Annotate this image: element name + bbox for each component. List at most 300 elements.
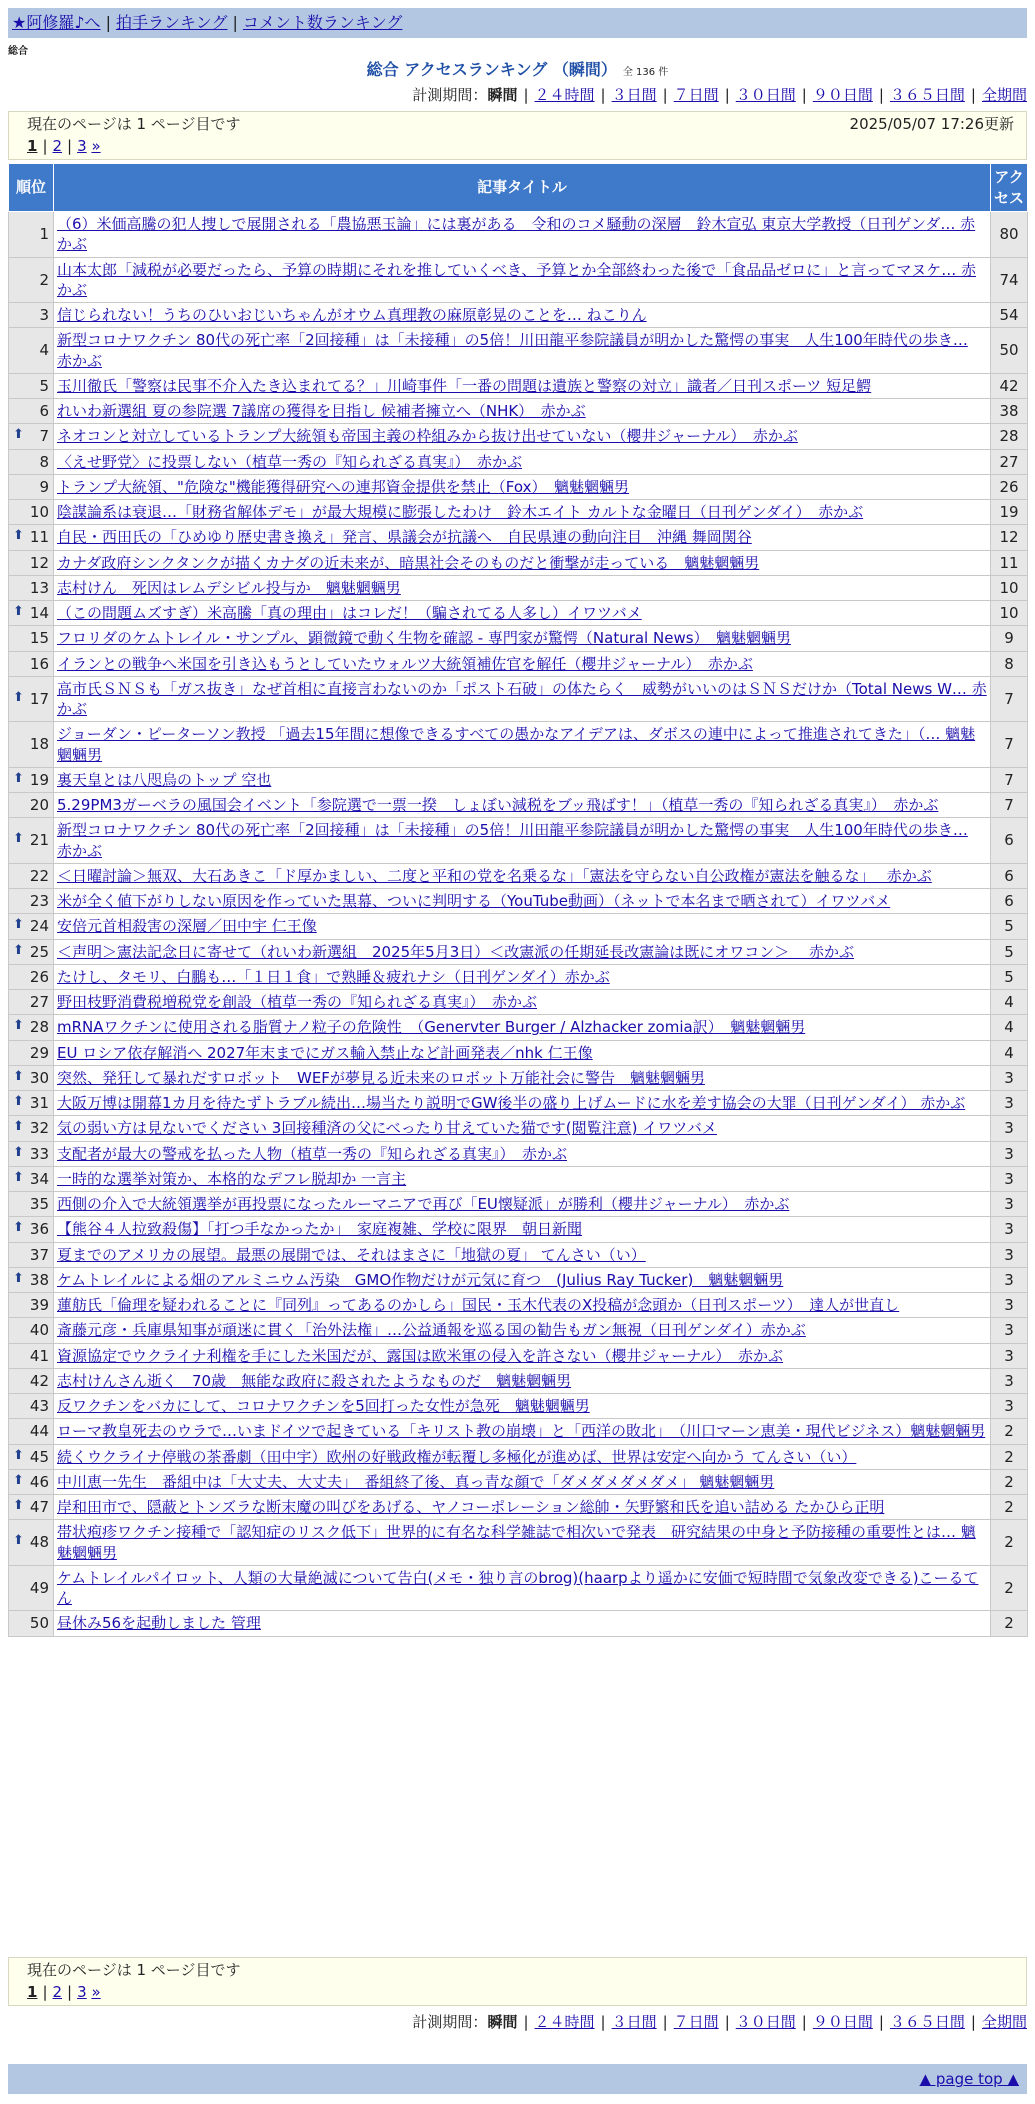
table-row [9,1293,1028,1318]
rank-number: 6 [39,402,49,420]
rank-number: 5 [39,376,49,395]
access-count: 42 [991,373,1028,398]
table-row [9,424,1028,449]
title-cell [54,1469,991,1494]
rank-cell [9,212,54,258]
rank-number: 3 [39,306,49,324]
title-cell [54,676,991,722]
access-count: 28 [991,424,1028,449]
table-row [9,1242,1028,1267]
title-cell [54,1166,991,1191]
rank-number: 13 [29,578,49,597]
table-row [9,328,1028,374]
article-link[interactable]: 新型コロナワクチン 80代の死亡率「2回接種」は「未接種」の5倍！川田龍平参院議員が明かした驚愕の事実 人生100年時代の歩き… 赤かぶ [57,331,968,370]
title-cell [54,601,991,626]
title-cell [54,575,991,600]
table-row [9,1444,1028,1469]
access-count: 2 [991,1611,1028,1636]
access-count: 3 [991,1166,1028,1191]
title-cell [54,1444,991,1469]
rank-cell [9,257,54,303]
article-link[interactable]: ケムトレイルパイロット、人類の大量絶滅について告白(メモ・独り言のbrog)(haarpより遥かに安価で短時間で気象改変できる)こーるてん [57,1568,979,1607]
access-count: 3 [991,1091,1028,1116]
rank-number: 49 [29,1578,49,1597]
up-arrow-icon: ⬆ [13,1270,24,1286]
up-arrow-icon: ⬆ [13,1533,24,1549]
rank-number: 4 [39,341,49,360]
period-link-5[interactable]: ３６５日間 [889,2013,965,2031]
table-row [9,1040,1028,1065]
article-link[interactable]: 岸和田市で、隠蔽とトンズラな断末魔の叫びをあげる、ヤノコーポレーション総帥・矢野繁和氏を追い詰める たかひら正明 [57,1498,885,1516]
article-link[interactable]: 自民・西田氏の「ひめゆり歴史書き換え」発言、県議会が抗議へ 自民県連の動向注目 沖縄 舞岡関谷 [57,528,752,547]
title-cell [54,500,991,525]
title-cell [54,373,991,398]
article-link[interactable]: 信じられない！うちのひいおじいちゃんがオウム真理教の麻原彰晃のことを… ねこりん [57,306,647,324]
table-row [9,474,1028,499]
up-arrow-icon: ⬆ [13,831,24,847]
access-count: 2 [991,1495,1028,1520]
rank-cell [9,1242,54,1267]
rank-number: 40 [29,1321,49,1340]
rank-cell [9,863,54,888]
period-link-4[interactable]: ９０日間 [812,86,873,104]
article-link[interactable]: 資源協定でウクライナ利権を手にした米国だが、露国は欧米軍の侵入を許さない（櫻井ジャーナル） 赤かぶ [57,1346,784,1365]
rank-number: 10 [29,503,49,521]
title-cell [54,303,991,328]
rank-cell [9,1368,54,1393]
access-count: 3 [991,1141,1028,1166]
access-count: 2 [991,1520,1028,1566]
table-row [9,767,1028,792]
access-count: 2 [991,1469,1028,1494]
rank-number: 26 [29,967,49,986]
rank-cell [9,1565,54,1611]
rank-number: 12 [29,553,49,572]
title-cell [54,424,991,449]
rank-number: 36 [29,1220,49,1239]
rank-cell [9,1293,54,1318]
access-count: 3 [991,1394,1028,1419]
access-count: 54 [991,303,1028,328]
access-count: 6 [991,863,1028,888]
rank-cell [9,525,54,550]
access-count: 4 [991,1015,1028,1040]
up-arrow-icon: ⬆ [13,689,24,705]
article-link[interactable]: 一時的な選挙対策か、本格的なデフレ脱却か 一言主 [57,1169,407,1188]
title-cell [54,1318,991,1343]
rank-cell [9,793,54,818]
rank-cell [9,722,54,768]
rank-cell [9,1520,54,1566]
period-link-1[interactable]: ３日間 [611,86,657,104]
table-row [9,1565,1028,1611]
table-row [9,889,1028,914]
article-link[interactable]: 中川恵一先生 番組中は「大丈夫、大丈夫」 番組終了後、真っ青な顔で「ダメダメダメダメ」 魑魅魍魎男 [57,1472,775,1491]
rank-number: 30 [29,1068,49,1087]
title-cell [54,474,991,499]
title-cell [54,1267,991,1292]
article-link[interactable]: 志村けん 死因はレムデシビル投与か 魑魅魍魎男 [57,578,401,597]
access-count: 11 [991,550,1028,575]
article-link[interactable]: （この問題ムズすぎ）米高騰「真の理由」はコレだ！（騙されてる人多し）イワツバメ [57,604,642,622]
rank-cell [9,1469,54,1494]
table-row [9,525,1028,550]
access-count: 10 [991,575,1028,600]
rank-number: 46 [29,1472,49,1491]
up-arrow-icon: ⬆ [13,1447,24,1463]
article-link[interactable]: 野田枝野消費税増税党を創設（植草一秀の『知られざる真実』） 赤かぶ [57,993,538,1011]
ranking-rows [9,212,1028,1637]
rank-cell [9,1267,54,1292]
up-arrow-icon: ⬆ [13,1144,24,1160]
article-link[interactable]: 続くウクライナ停戦の茶番劇（田中宇）欧州の好戦政権が転覆し多極化が進めば、世界は安定へ向かう てんさい（い） [57,1447,857,1466]
rank-number: 15 [29,629,49,648]
title-cell [54,818,991,864]
access-count: 3 [991,1343,1028,1368]
rank-cell [9,651,54,676]
access-count: 9 [991,626,1028,651]
rank-cell [9,1318,54,1343]
rank-number: 34 [29,1169,49,1188]
access-count: 3 [991,1368,1028,1393]
article-link[interactable]: れいわ新選組 夏の参院選 7議席の獲得を目指し 候補者擁立へ（NHK） 赤かぶ [57,402,586,420]
title-cell [54,964,991,989]
up-arrow-icon: ⬆ [13,1018,24,1034]
page-link-3[interactable]: 3 [77,1983,87,2002]
access-count: 4 [991,1040,1028,1065]
table-row [9,1192,1028,1217]
separator: | [232,13,238,32]
rank-number: 27 [29,993,49,1011]
up-arrow-icon: ⬆ [13,770,24,786]
rank-cell [9,767,54,792]
next-page-link[interactable]: » [91,1983,101,2002]
table-row [9,449,1028,474]
table-row [9,793,1028,818]
up-arrow-icon: ⬆ [13,604,24,619]
separator: | [801,86,807,104]
rank-number: 43 [29,1397,49,1415]
article-link[interactable]: 志村けんさん逝く 70歳 無能な政府に殺されたようなものだ 魑魅魍魎男 [57,1371,572,1390]
rank-number: 1 [39,225,49,244]
article-link[interactable]: 新型コロナワクチン 80代の死亡率「2回接種」は「未接種」の5倍！川田龍平参院議員が明かした驚愕の事実 人生100年時代の歩き… 赤かぶ [57,821,968,860]
title-cell [54,1141,991,1166]
rank-number: 22 [29,866,49,885]
period-link-6[interactable]: 全期間 [981,86,1027,104]
access-count: 3 [991,1293,1028,1318]
ranking-title: 総合 アクセスランキング （瞬間） [366,60,617,79]
access-count: 3 [991,1217,1028,1242]
rank-cell [9,1192,54,1217]
rank-number: 17 [29,689,49,708]
title-cell [54,1368,991,1393]
table-row [9,601,1028,626]
rank-cell [9,1217,54,1242]
article-link[interactable]: ローマ教皇死去のウラで…いまドイツで起きている「キリスト教の崩壊」と「西洋の敗北」 （川口マーン恵美・現代ビジネス）魑魅魍魎男 [57,1422,986,1441]
rank-number: 37 [29,1245,49,1264]
page-link-2[interactable]: 2 [52,1983,63,2002]
title-cell [54,651,991,676]
access-column-header: アクセス [991,164,1028,212]
article-link[interactable]: 昼休み56を起動しました 管理 [57,1614,261,1633]
article-link[interactable]: カナダ政府シンクタンクが描くカナダの近未来が、暗黒社会そのものだと衝撃が走っている 魑魅魍魎男 [57,553,760,572]
article-link[interactable]: 米が全く値下がりしない原因を作っていた黒幕、ついに判明する（YouTube動画）（ネットで本名まで晒されて）イワツバメ [57,892,891,910]
table-row [9,550,1028,575]
page-top-link[interactable]: ▲ page top ▲ [919,2070,1019,2088]
period-link-6[interactable]: 全期間 [981,2013,1027,2031]
access-count: 3 [991,1192,1028,1217]
rank-cell [9,1419,54,1444]
table-row [9,1116,1028,1141]
separator: | [523,86,529,104]
access-count: 19 [991,500,1028,525]
table-row [9,818,1028,864]
article-link[interactable]: ジョーダン・ピーターソン教授 「過去15年間に想像できるすべての愚かなアイデアは、ダボスの連中によって推進されてきた」（… 魑魅魍魎男 [57,725,976,764]
access-count: 5 [991,939,1028,964]
table-row [9,212,1028,258]
rank-number: 39 [29,1296,49,1314]
rank-cell [9,500,54,525]
article-link[interactable]: 山本太郎「減税が必要だったら、予算の時期にそれを推していくべき、予算とか全部終わった後で「食品品ゼロに」と言ってマヌケ… 赤かぶ [57,260,977,299]
article-link[interactable]: 夏までのアメリカの展望。最悪の展開では、それはまさに「地獄の夏」 てんさい（い） [57,1245,646,1264]
rank-cell [9,1495,54,1520]
access-count: 2 [991,1419,1028,1444]
rank-cell [9,1166,54,1191]
rank-number: 14 [29,604,49,622]
access-count: 6 [991,889,1028,914]
table-row [9,1611,1028,1636]
rank-number: 16 [29,654,49,673]
article-link[interactable]: mRNAワクチンに使用される脂質ナノ粒子の危険性 （Genervter Burger / Alzhacker zomia訳） 魑魅魍魎男 [57,1018,806,1037]
title-column-header: 記事タイトル [54,164,991,212]
article-link[interactable]: 帯状疱疹ワクチン接種で「認知症のリスク低下」世界的に有名な科学雑誌で相次いで発表 研究結果の中身と予防接種の重要性とは… 魑魅魍魎男 [57,1523,976,1562]
rank-number: 31 [29,1094,49,1112]
article-link[interactable]: 高市氏ＳＮＳも「ガス抜き」なぜ首相に直接言わないのか「ポスト石破」の体たらく 威勢がいいのはＳＮＳだけか（Total News W… 赤かぶ [57,679,987,718]
page-link-3[interactable]: 3 [77,137,87,156]
rank-number: 35 [29,1195,49,1213]
title-cell [54,550,991,575]
table-row [9,1394,1028,1419]
access-count: 26 [991,474,1028,499]
title-cell [54,399,991,424]
rank-number: 24 [29,917,49,936]
separator: | [105,13,111,32]
access-count: 7 [991,676,1028,722]
title-cell [54,1343,991,1368]
rank-cell [9,889,54,914]
separator: | [724,2013,730,2031]
article-link[interactable]: トランプ大統領、"危険な"機能獲得研究への連邦資金提供を禁止（Fox） 魑魅魍魎男 [57,477,629,496]
table-row [9,1065,1028,1090]
clap-ranking-link[interactable]: 拍手ランキング [115,13,228,32]
article-link[interactable]: ネオコンと対立しているトランプ大統領も帝国主義の枠組みから抜け出せていない（櫻井ジャーナル） 赤かぶ [57,427,798,446]
separator: | [970,86,976,104]
title-cell [54,328,991,374]
rank-number: 42 [29,1371,49,1390]
rank-number: 44 [29,1422,49,1441]
article-link[interactable]: 陰謀論系は衰退…「財務省解体デモ」が最大規模に膨張したわけ 鈴木エイト カルトな金曜日（日刊ゲンダイ） 赤かぶ [57,503,864,521]
rank-cell [9,626,54,651]
access-count: 5 [991,964,1028,989]
article-link[interactable]: イランとの戦争へ米国を引き込もうとしていたウォルツ大統領補佐官を解任（櫻井ジャーナル） 赤かぶ [57,654,753,673]
rank-cell [9,1444,54,1469]
separator: | [523,2013,529,2031]
period-label: 計測期間： [412,86,488,104]
rank-cell [9,939,54,964]
article-link[interactable]: EU ロシア依存解消へ 2027年末までにガス輸入禁止など計画発表／nhk 仁王像 [57,1043,593,1062]
rank-cell [9,575,54,600]
article-link[interactable]: たけし、タモリ、白鵬も…「１日１食」で熟睡＆疲れナシ（日刊ゲンダイ）赤かぶ [57,967,610,986]
up-arrow-icon: ⬆ [13,1220,24,1236]
rank-cell [9,914,54,939]
period-link-1[interactable]: ３日間 [611,2013,657,2031]
table-row [9,1166,1028,1191]
rank-cell [9,601,54,626]
rank-number: 41 [29,1346,49,1365]
next-page-link[interactable]: » [91,137,101,156]
page-links [27,136,1014,156]
page-status: 現在のページは 1 ページ目です [27,1961,241,1979]
table-row [9,1343,1028,1368]
home-link[interactable]: ★阿修羅♪へ [12,13,101,32]
up-arrow-icon: ⬆ [13,427,24,443]
rank-cell [9,964,54,989]
rank-number: 7 [39,427,49,446]
article-link[interactable]: （6）米価高騰の犯人捜しで展開される「農協悪玉論」には裏がある 令和のコメ騒動の深層 鈴木宣弘 東京大学教授（日刊ゲンダ… 赤かぶ [57,215,976,254]
article-link[interactable]: 反ワクチンをバカにして、コロナワクチンを5回打った女性が急死 魑魅魍魎男 [57,1397,590,1415]
title-cell [54,1611,991,1636]
rank-number: 32 [29,1119,49,1138]
period-link-0[interactable]: ２４時間 [534,2013,595,2031]
separator: | [662,2013,668,2031]
article-link[interactable]: ＜日曜討論＞無双、大石あきこ「ド厚かましい、二度と平和の党を名乗るな」「憲法を守らない自公政権が憲法を触るな」 赤かぶ [57,866,932,885]
access-count: 7 [991,722,1028,768]
access-count: 2 [991,1444,1028,1469]
comment-ranking-link[interactable]: コメント数ランキング [242,13,403,32]
title-cell [54,939,991,964]
rank-number: 9 [39,477,49,496]
up-arrow-icon: ⬆ [13,1119,24,1135]
period-link-2[interactable]: ７日間 [673,2013,719,2031]
access-count: 4 [991,990,1028,1015]
page-status: 現在のページは 1 ページ目です [27,115,241,133]
separator: | [801,2013,807,2031]
table-row [9,1141,1028,1166]
page-links [27,1982,1014,2002]
article-link[interactable]: 斎藤元彦・兵庫県知事が頑迷に貫く「治外法権」…公益通報を巡る国の勧告もガン無視（日刊ゲンダイ）赤かぶ [57,1321,806,1340]
rank-cell [9,818,54,864]
table-row [9,914,1028,939]
access-count: 3 [991,1065,1028,1090]
table-row [9,257,1028,303]
access-count: 3 [991,1242,1028,1267]
title-cell [54,1565,991,1611]
period-link-5[interactable]: ３６５日間 [889,86,965,104]
article-link[interactable]: 蓮舫氏「倫理を疑われることに『同列』ってあるのかしら」国民・玉木代表のX投稿が念頭か（日刊スポーツ） 達人が世直し [57,1296,900,1314]
title-cell [54,212,991,258]
article-link[interactable]: 〈えせ野党〉に投票しない（植草一秀の『知られざる真実』） 赤かぶ [57,452,523,471]
access-count: 12 [991,525,1028,550]
table-row [9,1318,1028,1343]
period-link-0[interactable]: ２４時間 [534,86,595,104]
title-cell [54,1217,991,1242]
access-count: 8 [991,651,1028,676]
title-cell [54,1091,991,1116]
article-link[interactable]: 気の弱い方は見ないでください 3回接種済の父にべったり甘えていた猫です(閲覧注意) イワツバメ [57,1119,717,1138]
table-row [9,1520,1028,1566]
period-link-3[interactable]: ３０日間 [735,86,796,104]
article-link[interactable]: 支配者が最大の警戒を払った人物（植草一秀の『知られざる真実』） 赤かぶ [57,1144,568,1163]
rank-cell [9,449,54,474]
period-link-2[interactable]: ７日間 [673,86,719,104]
rank-cell [9,550,54,575]
footer-bar [8,2064,1027,2094]
access-count: 74 [991,257,1028,303]
rank-cell [9,1116,54,1141]
rank-number: 18 [29,735,49,754]
rank-cell [9,1611,54,1636]
article-link[interactable]: ケムトレイルによる畑のアルミニウム汚染 GMO作物だけが元気に育つ (Julius Ray Tucker) 魑魅魍魎男 [57,1270,784,1289]
separator: | [724,86,730,104]
rank-cell [9,990,54,1015]
table-row [9,676,1028,722]
table-row [9,399,1028,424]
article-link[interactable]: 【熊谷４人拉致殺傷】「打つ手なかったか」 家庭複雑、学校に限界 朝日新聞 [57,1220,583,1239]
article-link[interactable]: フロリダのケムトレイル・サンプル、顕微鏡で動く生物を確認 - 専門家が驚愕（Natural News） 魑魅魍魎男 [57,629,792,648]
article-link[interactable]: 安倍元首相殺害の深層／田中宇 仁王像 [57,917,317,936]
title-cell [54,1015,991,1040]
period-link-4[interactable]: ９０日間 [812,2013,873,2031]
article-link[interactable]: 西側の介入で大統領選挙が再投票になったルーマニアで再び「EU懐疑派」が勝利（櫻井ジャーナル） 赤かぶ [57,1195,790,1213]
up-arrow-icon: ⬆ [13,1068,24,1084]
pager-top [8,111,1027,160]
section-label: 総合 [8,46,28,57]
title-cell [54,793,991,818]
period-link-3[interactable]: ３０日間 [735,2013,796,2031]
pager-bottom [8,1957,1027,2006]
access-count: 80 [991,212,1028,258]
article-link[interactable]: ＜声明＞憲法記念日に寄せて（れいわ新選組 2025年5月3日）＜改憲派の任期延長改憲論は既にオワコン＞ 赤かぶ [57,942,855,961]
article-link[interactable]: 大阪万博は開幕1カ月を待たずトラブル続出…場当たり説明でGW後半の盛り上げムードに水を差す協会の大罪（日刊ゲンダイ） 赤かぶ [57,1094,966,1112]
table-row [9,1217,1028,1242]
access-count: 3 [991,1116,1028,1141]
total-count: 全 136 件 [622,67,669,78]
rank-number: 8 [39,452,49,471]
title-cell [54,722,991,768]
title-cell [54,1495,991,1520]
article-link[interactable]: 突然、発狂して暴れだすロボット WEFが夢見る近未来のロボット万能社会に警告 魑魅魍魎男 [57,1068,705,1087]
page-link-2[interactable]: 2 [52,137,63,156]
article-link[interactable]: 5.29PM3ガーベラの風国会イベント「参院選で一票一揆 しょぼい減税をブッ飛ばす！」（植草一秀の『知られざる真実』） 赤かぶ [57,796,939,814]
ranking-table [8,163,1028,1637]
access-count: 7 [991,793,1028,818]
table-row [9,1419,1028,1444]
title-cell [54,525,991,550]
title-cell [54,257,991,303]
article-link[interactable]: 裏天皇とは八咫烏のトップ 空也 [57,770,272,789]
period-label: 計測期間： [412,2013,488,2031]
article-link[interactable]: 玉川徹氏「警察は民事不介入たき込まれてる？」川崎事件「一番の問題は遺族と警察の対立」識者／日刊スポーツ 短足鰐 [57,376,872,395]
page-title [0,59,1035,81]
separator: | [662,86,668,104]
separator: | [42,137,48,156]
rank-number: 38 [29,1270,49,1289]
rank-number: 28 [29,1018,49,1037]
access-count: 7 [991,767,1028,792]
pager-status-row [27,114,1014,134]
rank-cell [9,1091,54,1116]
rank-number: 50 [29,1614,49,1633]
